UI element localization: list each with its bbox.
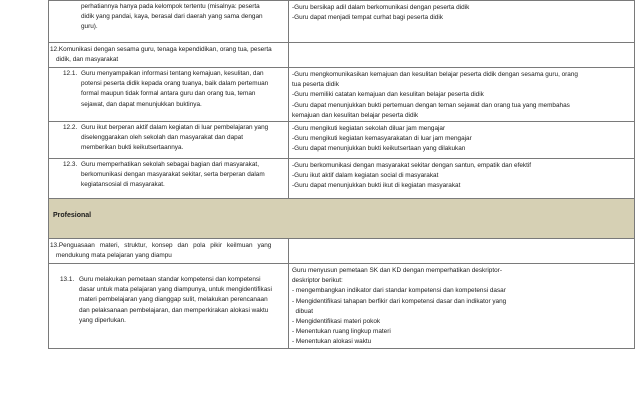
- text-line: mendukung mata pelajaran yang diampu: [56, 252, 172, 260]
- text-line: - mengembangkan indikator dari standar kompetensi dan kompetensi dasar: [292, 287, 506, 295]
- text-line: -Guru mengkomunikasikan kemajuan dan kesulitan belajar peserta didik dengan sesama guru, orang: [292, 71, 578, 78]
- text-line: tua peserta didik: [292, 81, 339, 89]
- descriptor-cell: [289, 68, 635, 122]
- text-line: - Menentukan alokasi waktu: [292, 338, 372, 346]
- text-line: kegiatansosial di masyarakat.: [81, 181, 165, 189]
- text-line: kemajuan dan kesulitan belajar peserta didik: [292, 111, 419, 119]
- descriptor-cell: [289, 239, 635, 264]
- text-line: potensi peserta didik kepada orang tuanya, baik dalam pertemuan: [81, 80, 269, 88]
- text-line: dasar untuk mata pelajaran yang diampunya, untuk mengidentifikasi: [79, 286, 272, 294]
- descriptor-cell: [289, 1, 635, 43]
- text-line: dibuat: [292, 307, 313, 315]
- text-line: guru).: [81, 23, 98, 31]
- competency-table: [48, 0, 635, 349]
- text-line: Guru memperhatikan sekolah sebagai bagian dari masyarakat,: [81, 161, 259, 169]
- indicator-number: 13.1.: [60, 276, 75, 284]
- text-line: formal maupun tidak formal antara guru dan orang tua, teman: [81, 90, 256, 98]
- descriptor-cell: [289, 264, 635, 349]
- indicator-number: 12.2.: [63, 124, 78, 132]
- indicator-cell: [49, 264, 289, 349]
- text-line: 12.Komunikasi dengan sesama guru, tenaga kependidikan, orang tua, peserta: [50, 46, 272, 53]
- text-line: -Guru mengikuti kegiatan sekolah diluar jam mengajar: [292, 125, 446, 133]
- competency-title-cell: [49, 239, 289, 264]
- text-line: -Guru dapat menunjukkan bukti pertemuan dengan teman sejawat dan orang tua yang membahas: [292, 101, 570, 109]
- text-line: - Menentukan ruang lingkup materi: [292, 328, 391, 336]
- text-line: - Mengidentifikasi materi pokok: [292, 318, 381, 326]
- section-title: Profesional: [53, 212, 92, 220]
- text-line: - Mengidentifikasi tahapan berfikir dari kompetensi dasar dan indikator yang: [292, 297, 507, 305]
- table-row: [49, 1, 635, 43]
- table-row: [49, 159, 635, 199]
- table-row: [49, 239, 635, 264]
- section-header-row: [49, 199, 635, 239]
- indicator-cell: [49, 122, 289, 159]
- competency-title-cell: [49, 43, 289, 68]
- indicator-cell: [49, 1, 289, 43]
- table-row: [49, 43, 635, 68]
- indicator-number: 12.1.: [63, 70, 78, 77]
- text-line: memberikan bukti keikutsertaannya.: [81, 144, 184, 152]
- text-line: -Guru dapat menunjukkan bukti ikut di kegiatan masyarakat: [292, 182, 461, 190]
- text-line: diselenggarakan oleh sekolah dan masyarakat dan dapat: [81, 134, 244, 142]
- text-line: Guru ikut berperan aktif dalam kegiatan di luar pembelajaran yang: [81, 124, 269, 132]
- text-line: [50, 241, 284, 251]
- text-line: Guru menyampaikan informasi tentang kemajuan, kesulitan, dan: [81, 70, 264, 77]
- descriptor-cell: [289, 122, 635, 159]
- text-line: deskriptor berikut:: [292, 277, 343, 285]
- descriptor-cell: [289, 43, 635, 68]
- text-line: didik yang pandai, kaya, berasal dari daerah yang sama dengan: [81, 13, 263, 21]
- descriptor-cell: [289, 159, 635, 199]
- text-line: didik, dan masyarakat: [56, 56, 119, 64]
- text-line: -Guru memiliki catatan kemajuan dan kesulitan belajar peserta didik: [292, 91, 484, 99]
- text-line: -Guru bersikap adil dalam berkomunikasi dengan peserta didik: [292, 4, 470, 11]
- indicator-cell: [49, 159, 289, 199]
- text-line: perhatiannya hanya pada kelompok tertentu (misalnya: peserta: [81, 3, 260, 10]
- table-row: [49, 264, 635, 349]
- text-fragment: 13.Penguasaan materi, struktur, konsep dan pola pikir keilmuan yang: [50, 242, 272, 250]
- text-line: Guru melakukan pemetaan standar kompetensi dan kompetensi: [79, 276, 261, 284]
- text-line: berkomunikasi dengan masyarakat sekitar, serta berperan dalam: [81, 171, 265, 179]
- text-line: -Guru dapat menjadi tempat curhat bagi peserta didik: [292, 14, 443, 22]
- text-line: sejawat, dan dapat menunjukkan buktinya.: [81, 100, 202, 108]
- table-row: [49, 122, 635, 159]
- indicator-number: 12.3.: [63, 161, 78, 169]
- text-line: yang diperlukan.: [79, 316, 126, 324]
- text-line: -Guru dapat menunjukkan bukti keikutsertaan yang dilakukan: [292, 145, 466, 153]
- section-header-cell: [49, 199, 635, 239]
- text-line: Guru menyusun pemetaan SK dan KD dengan memperhatikan deskriptor-: [292, 267, 502, 275]
- text-line: materi pembelajaran yang dianggap sulit, melakukan perencanaan: [79, 296, 268, 304]
- text-line: -Guru mengikuti kegiatan kemasyarakatan di luar jam mengajar: [292, 135, 472, 143]
- text-line: dan pelaksanaan pembelajaran, dan memperkirakan alokasi waktu: [79, 306, 269, 314]
- indicator-cell: [49, 68, 289, 122]
- text-line: -Guru berkomunikasi dengan masyarakat sekitar dengan santun, empatik dan efektif: [292, 162, 532, 170]
- text-line: -Guru ikut aktif dalam kegiatan social di masyarakat: [292, 172, 439, 180]
- table-row: [49, 68, 635, 122]
